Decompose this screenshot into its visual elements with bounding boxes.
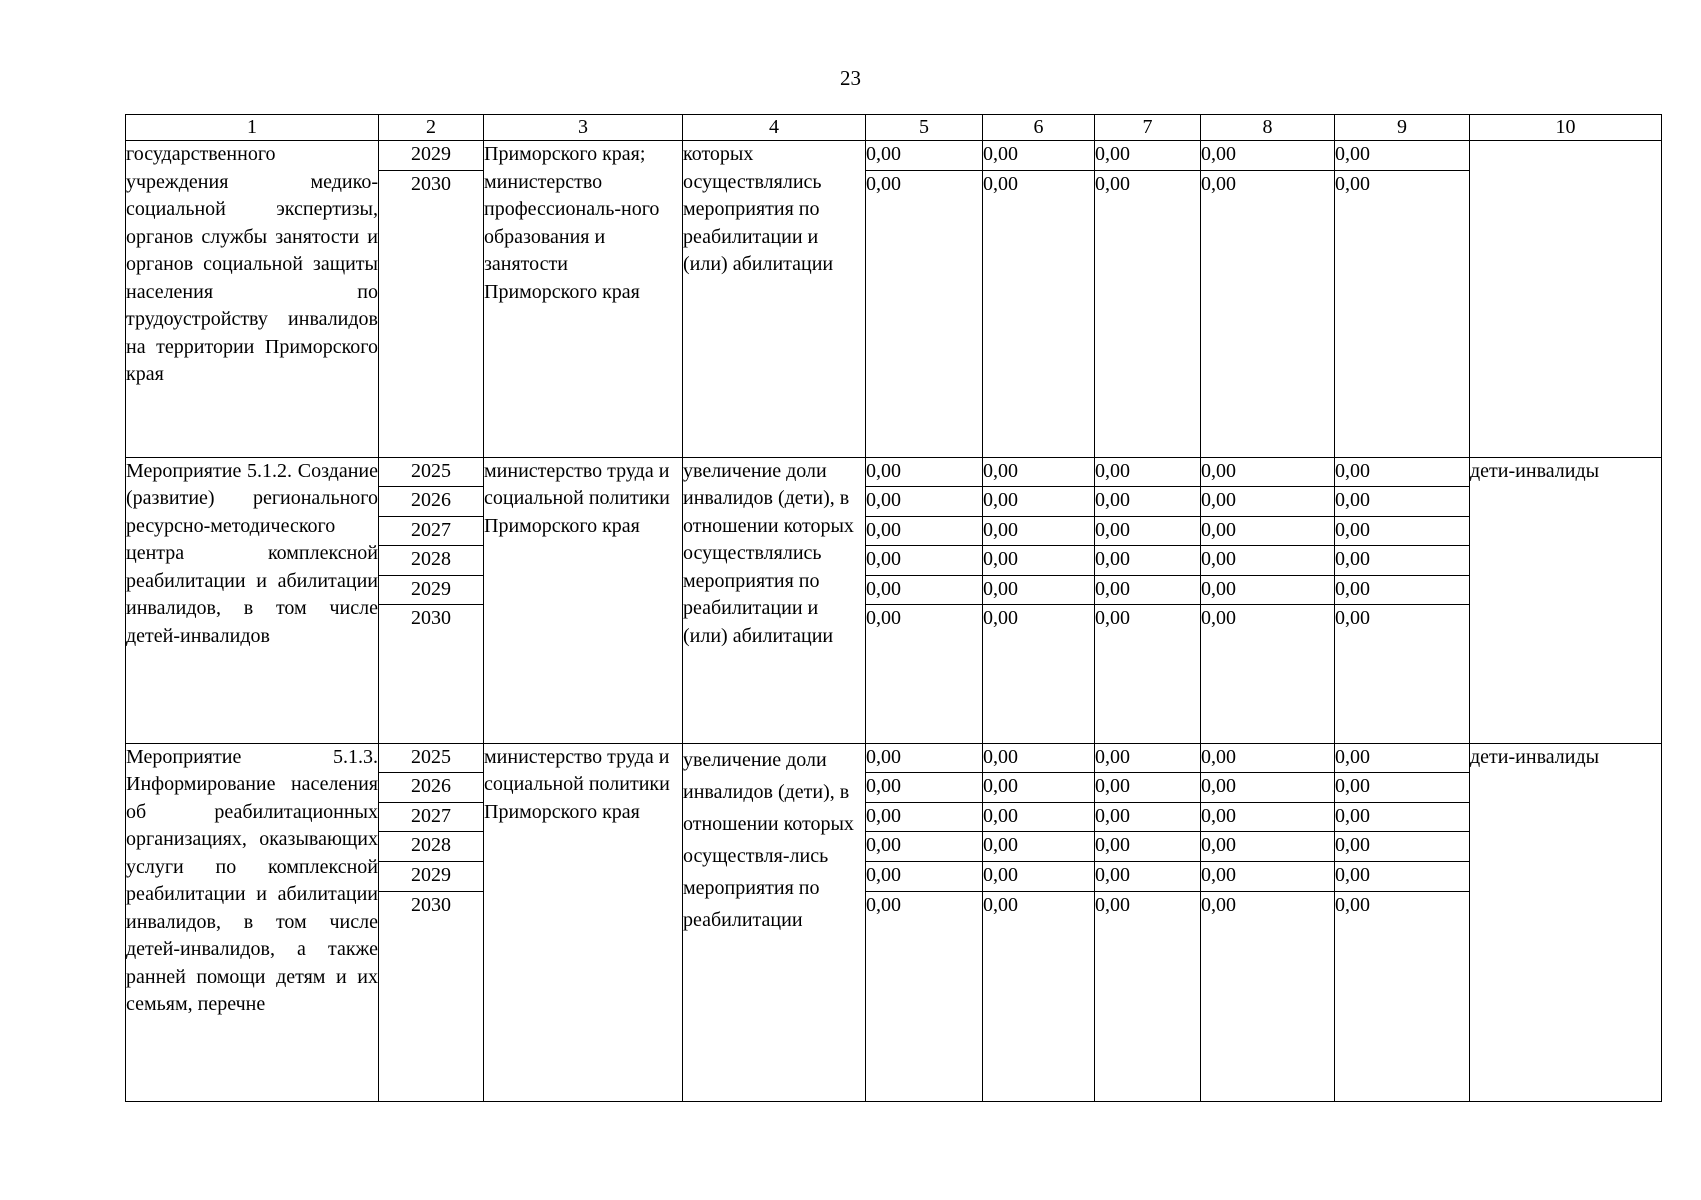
value-cell: 0,00 <box>866 773 983 803</box>
value-cell: 0,00 <box>866 575 983 605</box>
value-cell: 0,00 <box>1201 743 1335 773</box>
year-cell: 2029 <box>379 141 484 171</box>
value-cell: 0,00 <box>1201 832 1335 862</box>
table-row <box>126 743 1662 773</box>
header-cell: 8 <box>1201 115 1335 141</box>
value-cell: 0,00 <box>1335 141 1470 171</box>
value-cell: 0,00 <box>1335 605 1470 744</box>
value-cell: 0,00 <box>866 141 983 171</box>
value-cell: 0,00 <box>1335 802 1470 832</box>
value-cell: 0,00 <box>866 605 983 744</box>
value-cell: 0,00 <box>983 457 1095 487</box>
header-cell: 2 <box>379 115 484 141</box>
measure-name-cell: государственного учреждения медико-социальной экспертизы, органов службы занятости и органов социальной защиты населения по трудоустройству инвалидов на территории Приморского края <box>126 141 379 458</box>
table-row <box>126 457 1662 487</box>
year-cell: 2026 <box>379 487 484 517</box>
year-cell: 2025 <box>379 457 484 487</box>
value-cell: 0,00 <box>983 891 1095 1102</box>
table-header-row <box>126 115 1662 141</box>
value-cell: 0,00 <box>983 832 1095 862</box>
header-cell: 5 <box>866 115 983 141</box>
value-cell: 0,00 <box>983 575 1095 605</box>
value-cell: 0,00 <box>866 546 983 576</box>
value-cell: 0,00 <box>866 802 983 832</box>
value-cell: 0,00 <box>983 861 1095 891</box>
value-cell: 0,00 <box>1095 141 1201 171</box>
value-cell: 0,00 <box>1095 546 1201 576</box>
value-cell: 0,00 <box>1201 861 1335 891</box>
value-cell: 0,00 <box>983 802 1095 832</box>
value-cell: 0,00 <box>866 170 983 457</box>
header-cell: 3 <box>484 115 683 141</box>
page-number: 23 <box>840 66 861 90</box>
value-cell: 0,00 <box>866 487 983 517</box>
value-cell: 0,00 <box>1095 773 1201 803</box>
value-cell: 0,00 <box>1095 832 1201 862</box>
value-cell: 0,00 <box>1201 516 1335 546</box>
value-cell: 0,00 <box>1201 575 1335 605</box>
indicator-cell: увеличение доли инвалидов (дети), в отношении которых осуществля-лись мероприятия по реабилитации <box>683 743 866 1101</box>
value-cell: 0,00 <box>1335 773 1470 803</box>
executor-cell: Приморского края; министерство профессиональ-ного образования и занятости Приморского края <box>484 141 683 458</box>
value-cell: 0,00 <box>1335 575 1470 605</box>
value-cell: 0,00 <box>1201 170 1335 457</box>
year-cell: 2030 <box>379 891 484 1102</box>
value-cell: 0,00 <box>1335 170 1470 457</box>
header-cell: 7 <box>1095 115 1201 141</box>
value-cell: 0,00 <box>1335 832 1470 862</box>
year-cell: 2030 <box>379 170 484 457</box>
value-cell: 0,00 <box>866 891 983 1102</box>
year-cell: 2026 <box>379 773 484 803</box>
year-cell: 2030 <box>379 605 484 744</box>
year-cell: 2028 <box>379 832 484 862</box>
year-cell: 2027 <box>379 516 484 546</box>
value-cell: 0,00 <box>983 743 1095 773</box>
value-cell: 0,00 <box>1335 457 1470 487</box>
table-row <box>126 141 1662 171</box>
value-cell: 0,00 <box>1095 605 1201 744</box>
header-cell: 6 <box>983 115 1095 141</box>
value-cell: 0,00 <box>1335 891 1470 1102</box>
value-cell: 0,00 <box>1095 487 1201 517</box>
value-cell: 0,00 <box>1201 457 1335 487</box>
indicator-cell: увеличение доли инвалидов (дети), в отношении которых осуществлялись мероприятия по реабилитации и (или) абилитации <box>683 457 866 743</box>
year-cell: 2027 <box>379 802 484 832</box>
value-cell: 0,00 <box>1095 891 1201 1102</box>
value-cell: 0,00 <box>1335 487 1470 517</box>
value-cell: 0,00 <box>1335 546 1470 576</box>
header-cell: 4 <box>683 115 866 141</box>
target-group-cell: дети-инвалиды <box>1470 457 1662 743</box>
value-cell: 0,00 <box>1095 516 1201 546</box>
value-cell: 0,00 <box>1095 802 1201 832</box>
value-cell: 0,00 <box>983 546 1095 576</box>
value-cell: 0,00 <box>983 516 1095 546</box>
value-cell: 0,00 <box>1095 457 1201 487</box>
year-cell: 2029 <box>379 861 484 891</box>
measure-name-cell: Мероприятие 5.1.3. Информирование населения об реабилитационных организациях, оказывающих услуги по комплексной реабилитации и абилитации инвалидов, в том числе детей-инвалидов, а также ранней помощи детям и их семьям, перечне <box>126 743 379 1101</box>
measure-name-cell: Мероприятие 5.1.2. Создание (развитие) регионального ресурсно-методического центра комплексной реабилитации и абилитации инвалидов, в том числе детей-инвалидов <box>126 457 379 743</box>
header-cell: 1 <box>126 115 379 141</box>
value-cell: 0,00 <box>1201 546 1335 576</box>
value-cell: 0,00 <box>1095 743 1201 773</box>
value-cell: 0,00 <box>1095 170 1201 457</box>
value-cell: 0,00 <box>1201 605 1335 744</box>
value-cell: 0,00 <box>866 861 983 891</box>
year-cell: 2029 <box>379 575 484 605</box>
value-cell: 0,00 <box>1095 575 1201 605</box>
value-cell: 0,00 <box>1335 861 1470 891</box>
executor-cell: министерство труда и социальной политики Приморского края <box>484 457 683 743</box>
header-cell: 9 <box>1335 115 1470 141</box>
value-cell: 0,00 <box>1201 802 1335 832</box>
value-cell: 0,00 <box>1201 487 1335 517</box>
year-cell: 2025 <box>379 743 484 773</box>
value-cell: 0,00 <box>1335 743 1470 773</box>
value-cell: 0,00 <box>1201 891 1335 1102</box>
header-cell: 10 <box>1470 115 1662 141</box>
value-cell: 0,00 <box>866 832 983 862</box>
value-cell: 0,00 <box>866 743 983 773</box>
value-cell: 0,00 <box>983 141 1095 171</box>
value-cell: 0,00 <box>983 773 1095 803</box>
value-cell: 0,00 <box>983 170 1095 457</box>
value-cell: 0,00 <box>866 457 983 487</box>
executor-cell: министерство труда и социальной политики Приморского края <box>484 743 683 1101</box>
value-cell: 0,00 <box>1201 141 1335 171</box>
value-cell: 0,00 <box>983 605 1095 744</box>
value-cell: 0,00 <box>983 487 1095 517</box>
indicator-cell: которых осуществлялись мероприятия по реабилитации и (или) абилитации <box>683 141 866 458</box>
measures-table <box>125 114 1662 1102</box>
year-cell: 2028 <box>379 546 484 576</box>
value-cell: 0,00 <box>1201 773 1335 803</box>
target-group-cell <box>1470 141 1662 458</box>
value-cell: 0,00 <box>866 516 983 546</box>
value-cell: 0,00 <box>1335 516 1470 546</box>
value-cell: 0,00 <box>1095 861 1201 891</box>
target-group-cell: дети-инвалиды <box>1470 743 1662 1101</box>
